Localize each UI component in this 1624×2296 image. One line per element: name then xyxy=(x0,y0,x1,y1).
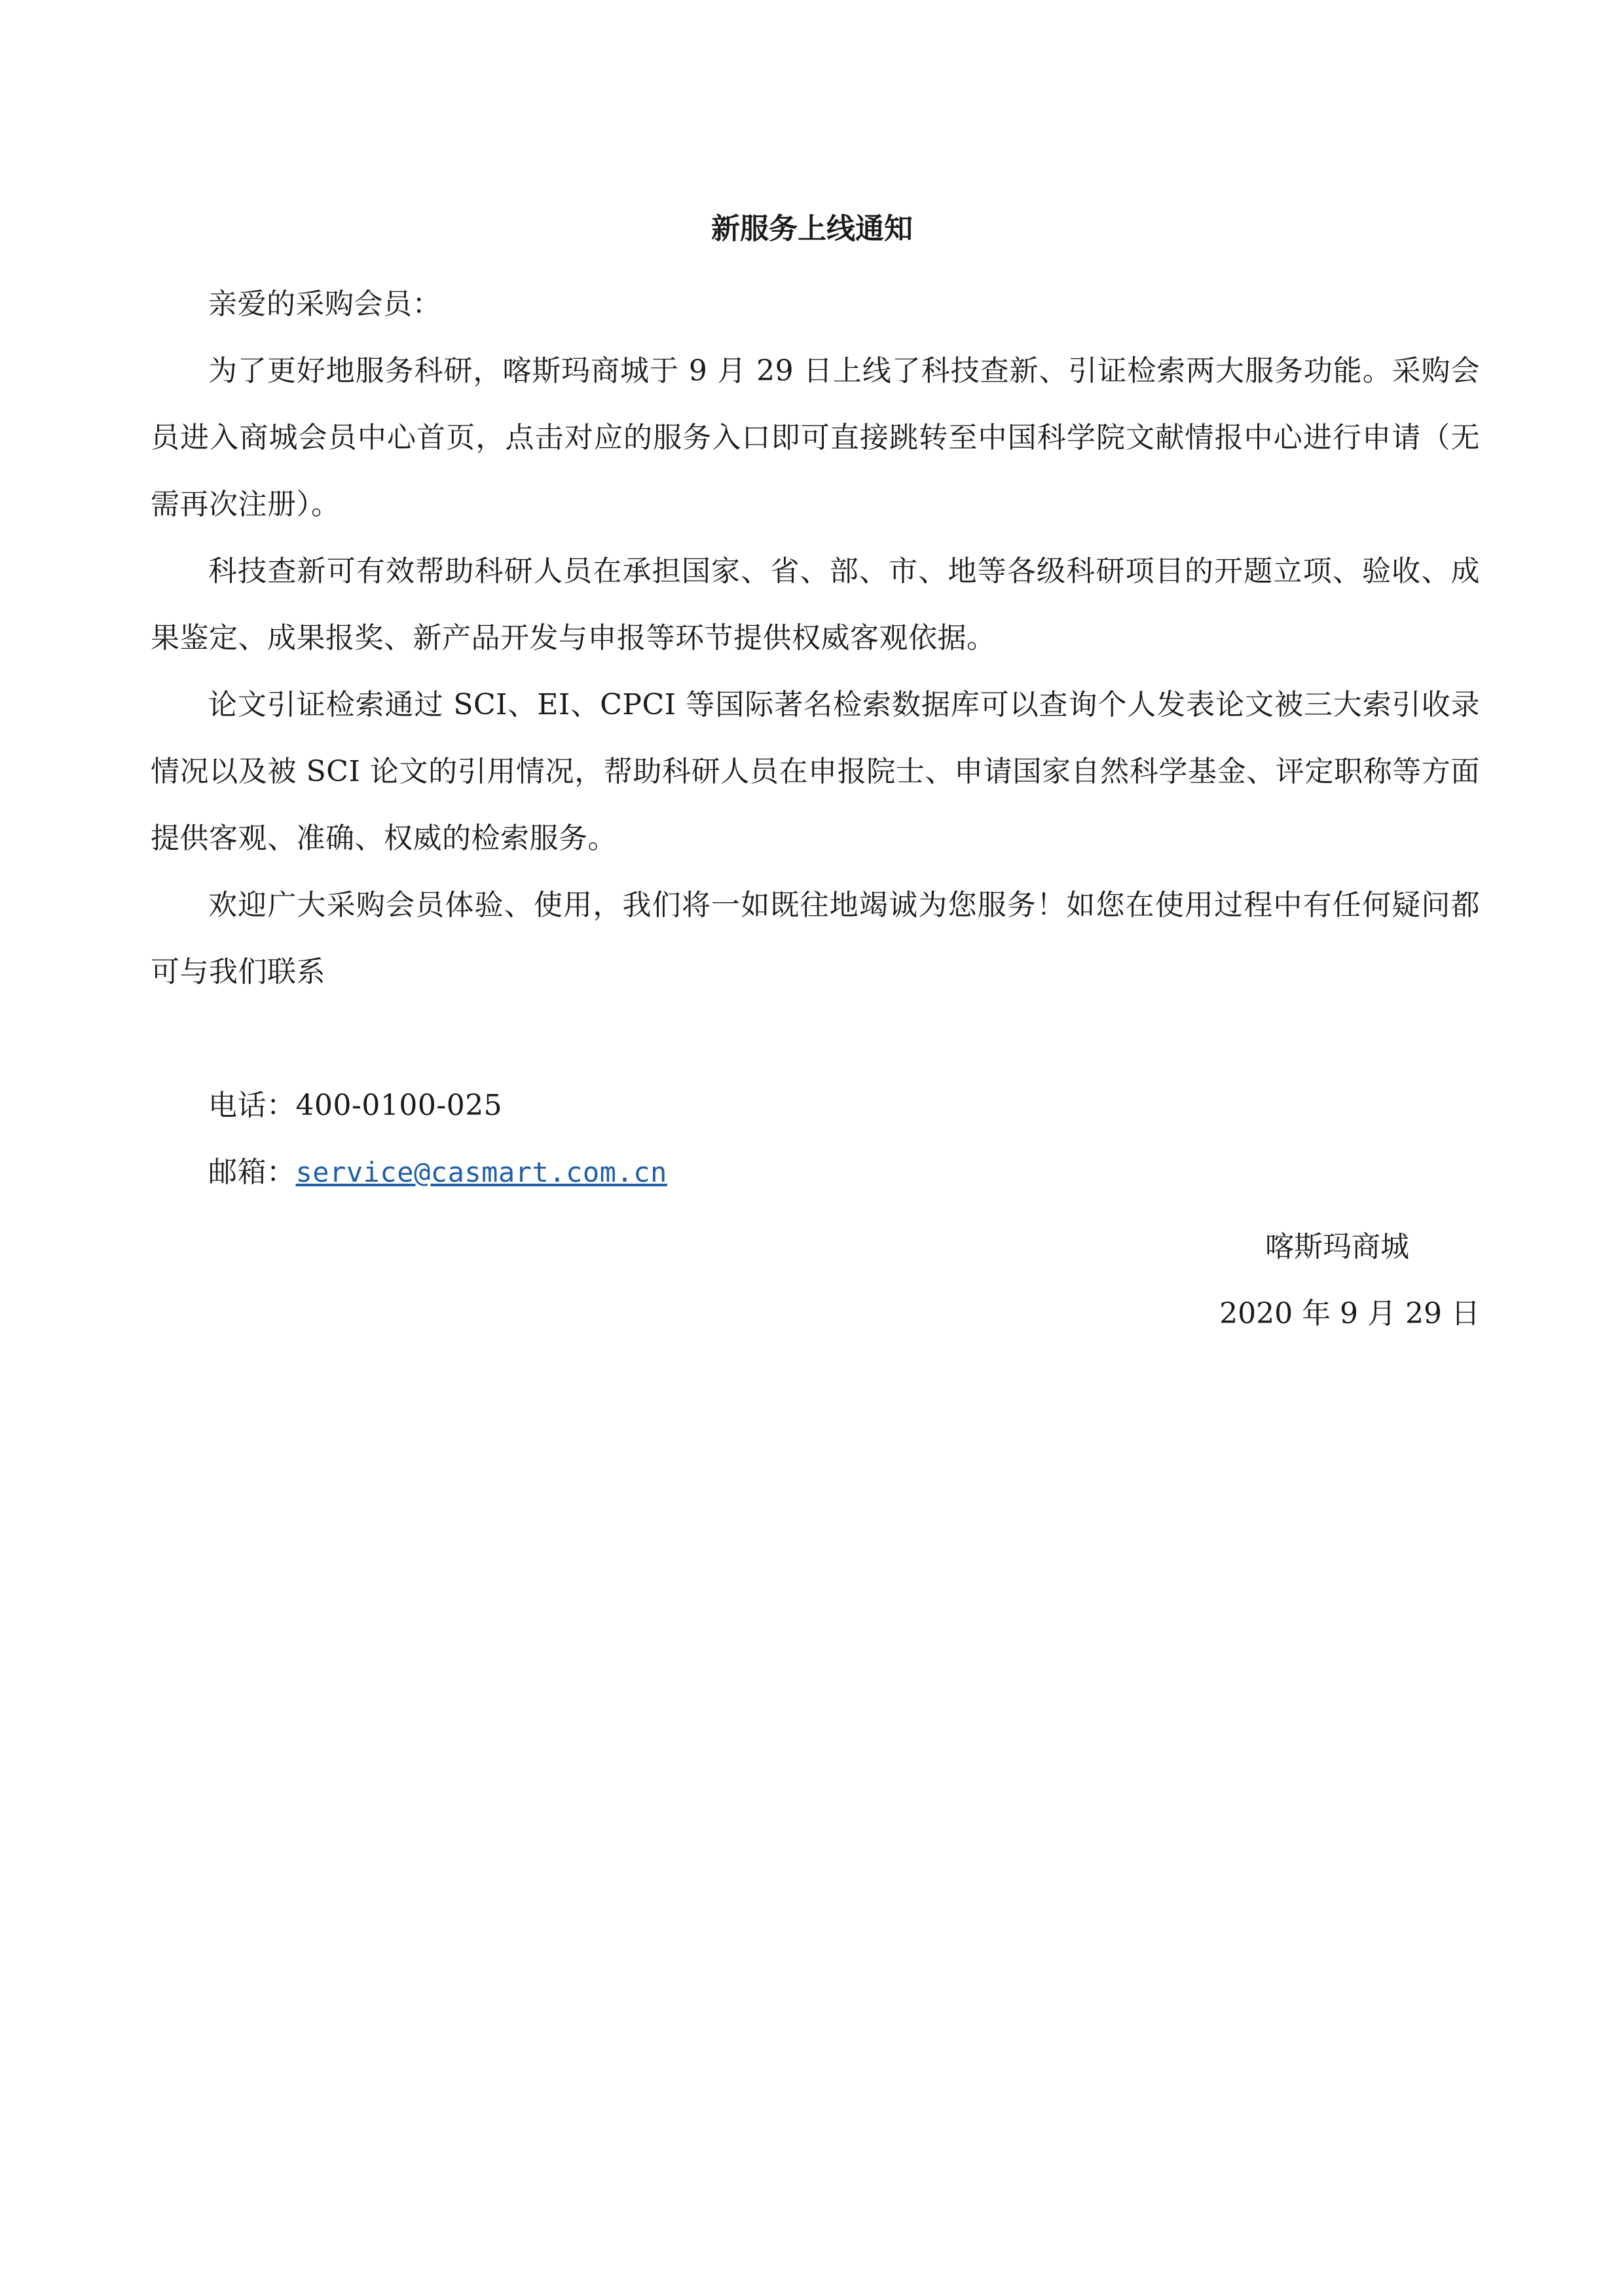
phone-line xyxy=(151,1072,1480,1139)
paragraph-citation-search: 论文引证检索通过 SCI、EI、CPCI 等国际著名检索数据库可以查询个人发表论文被三大索引收录情况以及被 SCI 论文的引用情况，帮助科研人员在申报院士、申请国家自然科学基金、评定职称等方面提供客观、准确、权威的检索服务。 xyxy=(151,688,1480,855)
signature-org: 喀斯玛商城 xyxy=(1265,1230,1409,1264)
greeting: 亲爱的采购会员： xyxy=(208,287,441,321)
phone-label: 电话： xyxy=(208,1089,296,1122)
notice-body xyxy=(151,271,1480,1206)
paragraph-welcome: 欢迎广大采购会员体验、使用，我们将一如既往地竭诚为您服务！如您在使用过程中有任何疑问都可与我们联系 xyxy=(151,888,1480,989)
signature-block xyxy=(1219,1214,1480,1347)
signature-date: 2020 年 9 月 29 日 xyxy=(1219,1297,1480,1330)
paragraph-novelty-search: 科技查新可有效帮助科研人员在承担国家、省、部、市、地等各级科研项目的开题立项、验收、成果鉴定、成果报奖、新产品开发与申报等环节提供权威客观依据。 xyxy=(151,555,1480,655)
notice-title: 新服务上线通知 xyxy=(711,212,913,246)
spacer xyxy=(151,1006,1480,1072)
email-line xyxy=(151,1139,1480,1206)
phone-number: 400-0100-025 xyxy=(295,1089,503,1122)
email-link[interactable]: service@casmart.com.cn xyxy=(295,1156,667,1188)
email-label: 邮箱： xyxy=(208,1156,296,1189)
paragraph-launch: 为了更好地服务科研，喀斯玛商城于 9 月 29 日上线了科技查新、引证检索两大服务功能。采购会员进入商城会员中心首页，点击对应的服务入口即可直接跳转至中国科学院文献情报中心进行申请（无需再次注册）。 xyxy=(151,354,1480,521)
